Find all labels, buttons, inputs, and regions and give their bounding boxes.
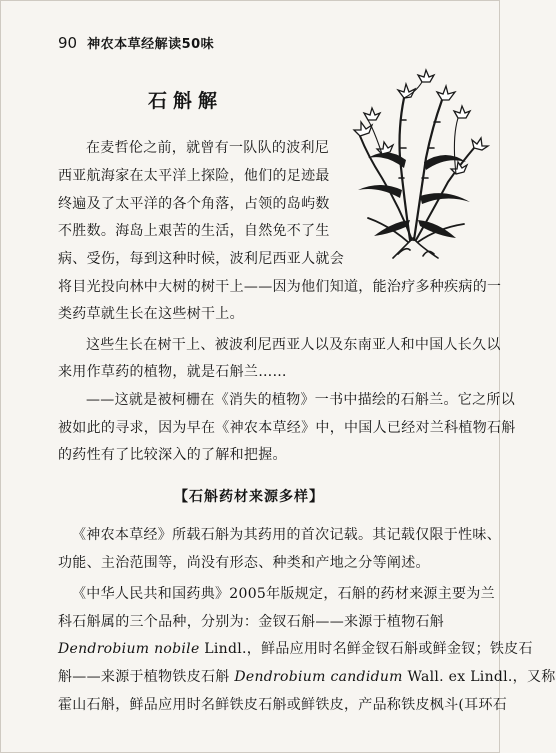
paragraph-line: 不胜数。海岛上艰苦的生活，自然免不了生 — [58, 223, 330, 239]
paragraph-line: 《神农本草经》所载石斛为其药用的首次记载。其记载仅限于性味、 — [72, 527, 501, 543]
paragraph-line: 这些生长在树干上、被波利尼西亚人以及东南亚人和中国人长久以 — [86, 337, 501, 353]
dendrobium-illustration — [338, 58, 488, 268]
running-header — [58, 33, 318, 53]
paragraph-line: 病、受伤，每到这种时候，波利尼西亚人就会 — [58, 251, 344, 267]
paragraph-line: 将目光投向林中大树的树干上——因为他们知道，能治疗多种疾病的一 — [58, 279, 502, 295]
paragraph-line: 西亚航海家在太平洋上探险，他们的足迹最 — [58, 168, 330, 184]
paragraph-line: 类药草就生长在这些树干上。 — [58, 306, 244, 322]
paragraph-line: 被如此的寻求，因为早在《神农本草经》中，中国人已经对兰科植物石斛 — [58, 420, 516, 436]
paragraph-line: 霍山石斛，鲜品应用时名鲜铁皮石斛或鲜铁皮，产品称铁皮枫斗(耳环石 — [58, 697, 508, 713]
latin-name: Dendrobium nobile — [58, 641, 200, 657]
paragraph-line: 在麦哲伦之前，就曾有一队队的波利尼 — [86, 140, 330, 156]
paragraph-text: 斛——来源于植物铁皮石斛 — [58, 669, 235, 685]
section-heading: 【石斛药材来源多样】 — [174, 489, 324, 505]
page-number: 90 — [58, 34, 78, 52]
paragraph-line — [58, 638, 533, 658]
paragraph-line: ——这就是被柯栅在《消失的植物》一书中描绘的石斛兰。它之所以 — [86, 392, 515, 408]
latin-name: Dendrobium candidum — [234, 669, 403, 685]
paragraph-line: 《中华人民共和国药典》2005年版规定，石斛的药材来源主要为兰 — [72, 586, 495, 602]
paragraph-line — [58, 666, 556, 686]
paragraph-line: 终遍及了太平洋的各个角落，占领的岛屿数 — [58, 196, 330, 212]
paragraph-line: 功能、主治范围等，尚没有形态、种类和产地之分等阐述。 — [58, 555, 430, 571]
article-title: 石斛解 — [148, 90, 224, 112]
paragraph-text: Wall. ex Lindl.，又称 — [402, 669, 556, 685]
paragraph-line: 来用作草药的植物，就是石斛兰…… — [58, 364, 287, 380]
paragraph-line: 的药性有了比较深入的了解和把握。 — [58, 447, 287, 463]
paragraph-text: Lindl.，鲜品应用时名鲜金钗石斛或鲜金钗；铁皮石 — [199, 641, 533, 657]
book-title: 神农本草经解读50味 — [87, 37, 215, 52]
paragraph-line: 科石斛属的三个品种，分别为：金钗石斛——来源于植物石斛 — [58, 614, 445, 630]
